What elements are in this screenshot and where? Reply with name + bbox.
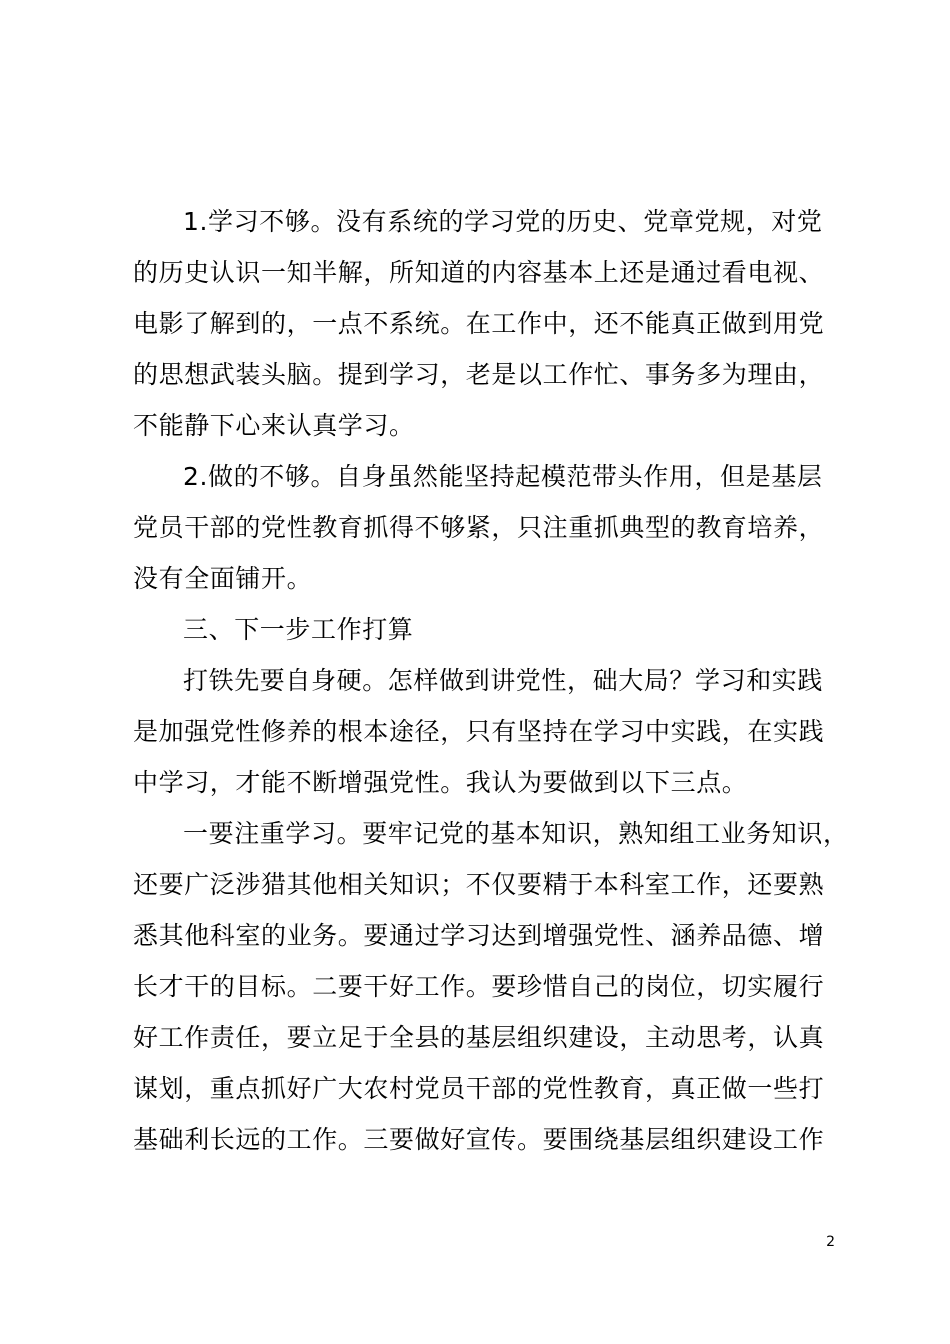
paragraph-4-line-4: 长才干的目标。二要干好工作。要珍惜自己的岗位，切实履行 xyxy=(133,972,825,1001)
paragraph-1-line-5: 不能静下心来认真学习。 xyxy=(133,411,415,440)
paragraph-4-line-6: 谋划，重点抓好广大农村党员干部的党性教育，真正做一些打 xyxy=(133,1074,825,1103)
body-text xyxy=(133,196,849,1165)
paragraph-3-line-2: 是加强党性修养的根本途径，只有坚持在学习中实践，在实践 xyxy=(133,717,825,746)
paragraph-2-line-2: 党员干部的党性教育抓得不够紧，只注重抓典型的教育培养， xyxy=(133,513,825,542)
paragraph-4-line-7: 基础利长远的工作。三要做好宣传。要围绕基层组织建设工作 xyxy=(133,1125,825,1154)
paragraph-1-line-3: 电影了解到的，一点不系统。在工作中，还不能真正做到用党 xyxy=(133,309,825,338)
paragraph-1-line-4: 的思想武装头脑。提到学习，老是以工作忙、事务多为理由， xyxy=(133,360,825,389)
page-number: 2 xyxy=(826,1234,835,1250)
paragraph-3-line-3: 中学习，才能不断增强党性。我认为要做到以下三点。 xyxy=(133,768,748,797)
paragraph-1-line-1: 1.学习不够。没有系统的学习党的历史、党章党规，对党 xyxy=(183,207,823,236)
paragraph-3-line-1: 打铁先要自身硬。怎样做到讲党性，础大局？学习和实践 xyxy=(183,666,824,695)
paragraph-4-line-5: 好工作责任，要立足于全县的基层组织建设，主动思考，认真 xyxy=(133,1023,825,1052)
section-heading: 三、下一步工作打算 xyxy=(183,615,414,644)
paragraph-4-line-3: 悉其他科室的业务。要通过学习达到增强党性、涵养品德、增 xyxy=(133,921,825,950)
paragraph-2-line-3: 没有全面铺开。 xyxy=(133,564,313,593)
paragraph-2-line-1: 2.做的不够。自身虽然能坚持起模范带头作用，但是基层 xyxy=(183,462,823,491)
paragraph-4-line-1: 一要注重学习。要牢记党的基本知识，熟知组工业务知识， xyxy=(183,819,849,848)
paragraph-4-line-2: 还要广泛涉猎其他相关知识；不仅要精于本科室工作，还要熟 xyxy=(133,870,825,899)
paragraph-1-line-2: 的历史认识一知半解，所知道的内容基本上还是通过看电视、 xyxy=(133,258,825,287)
